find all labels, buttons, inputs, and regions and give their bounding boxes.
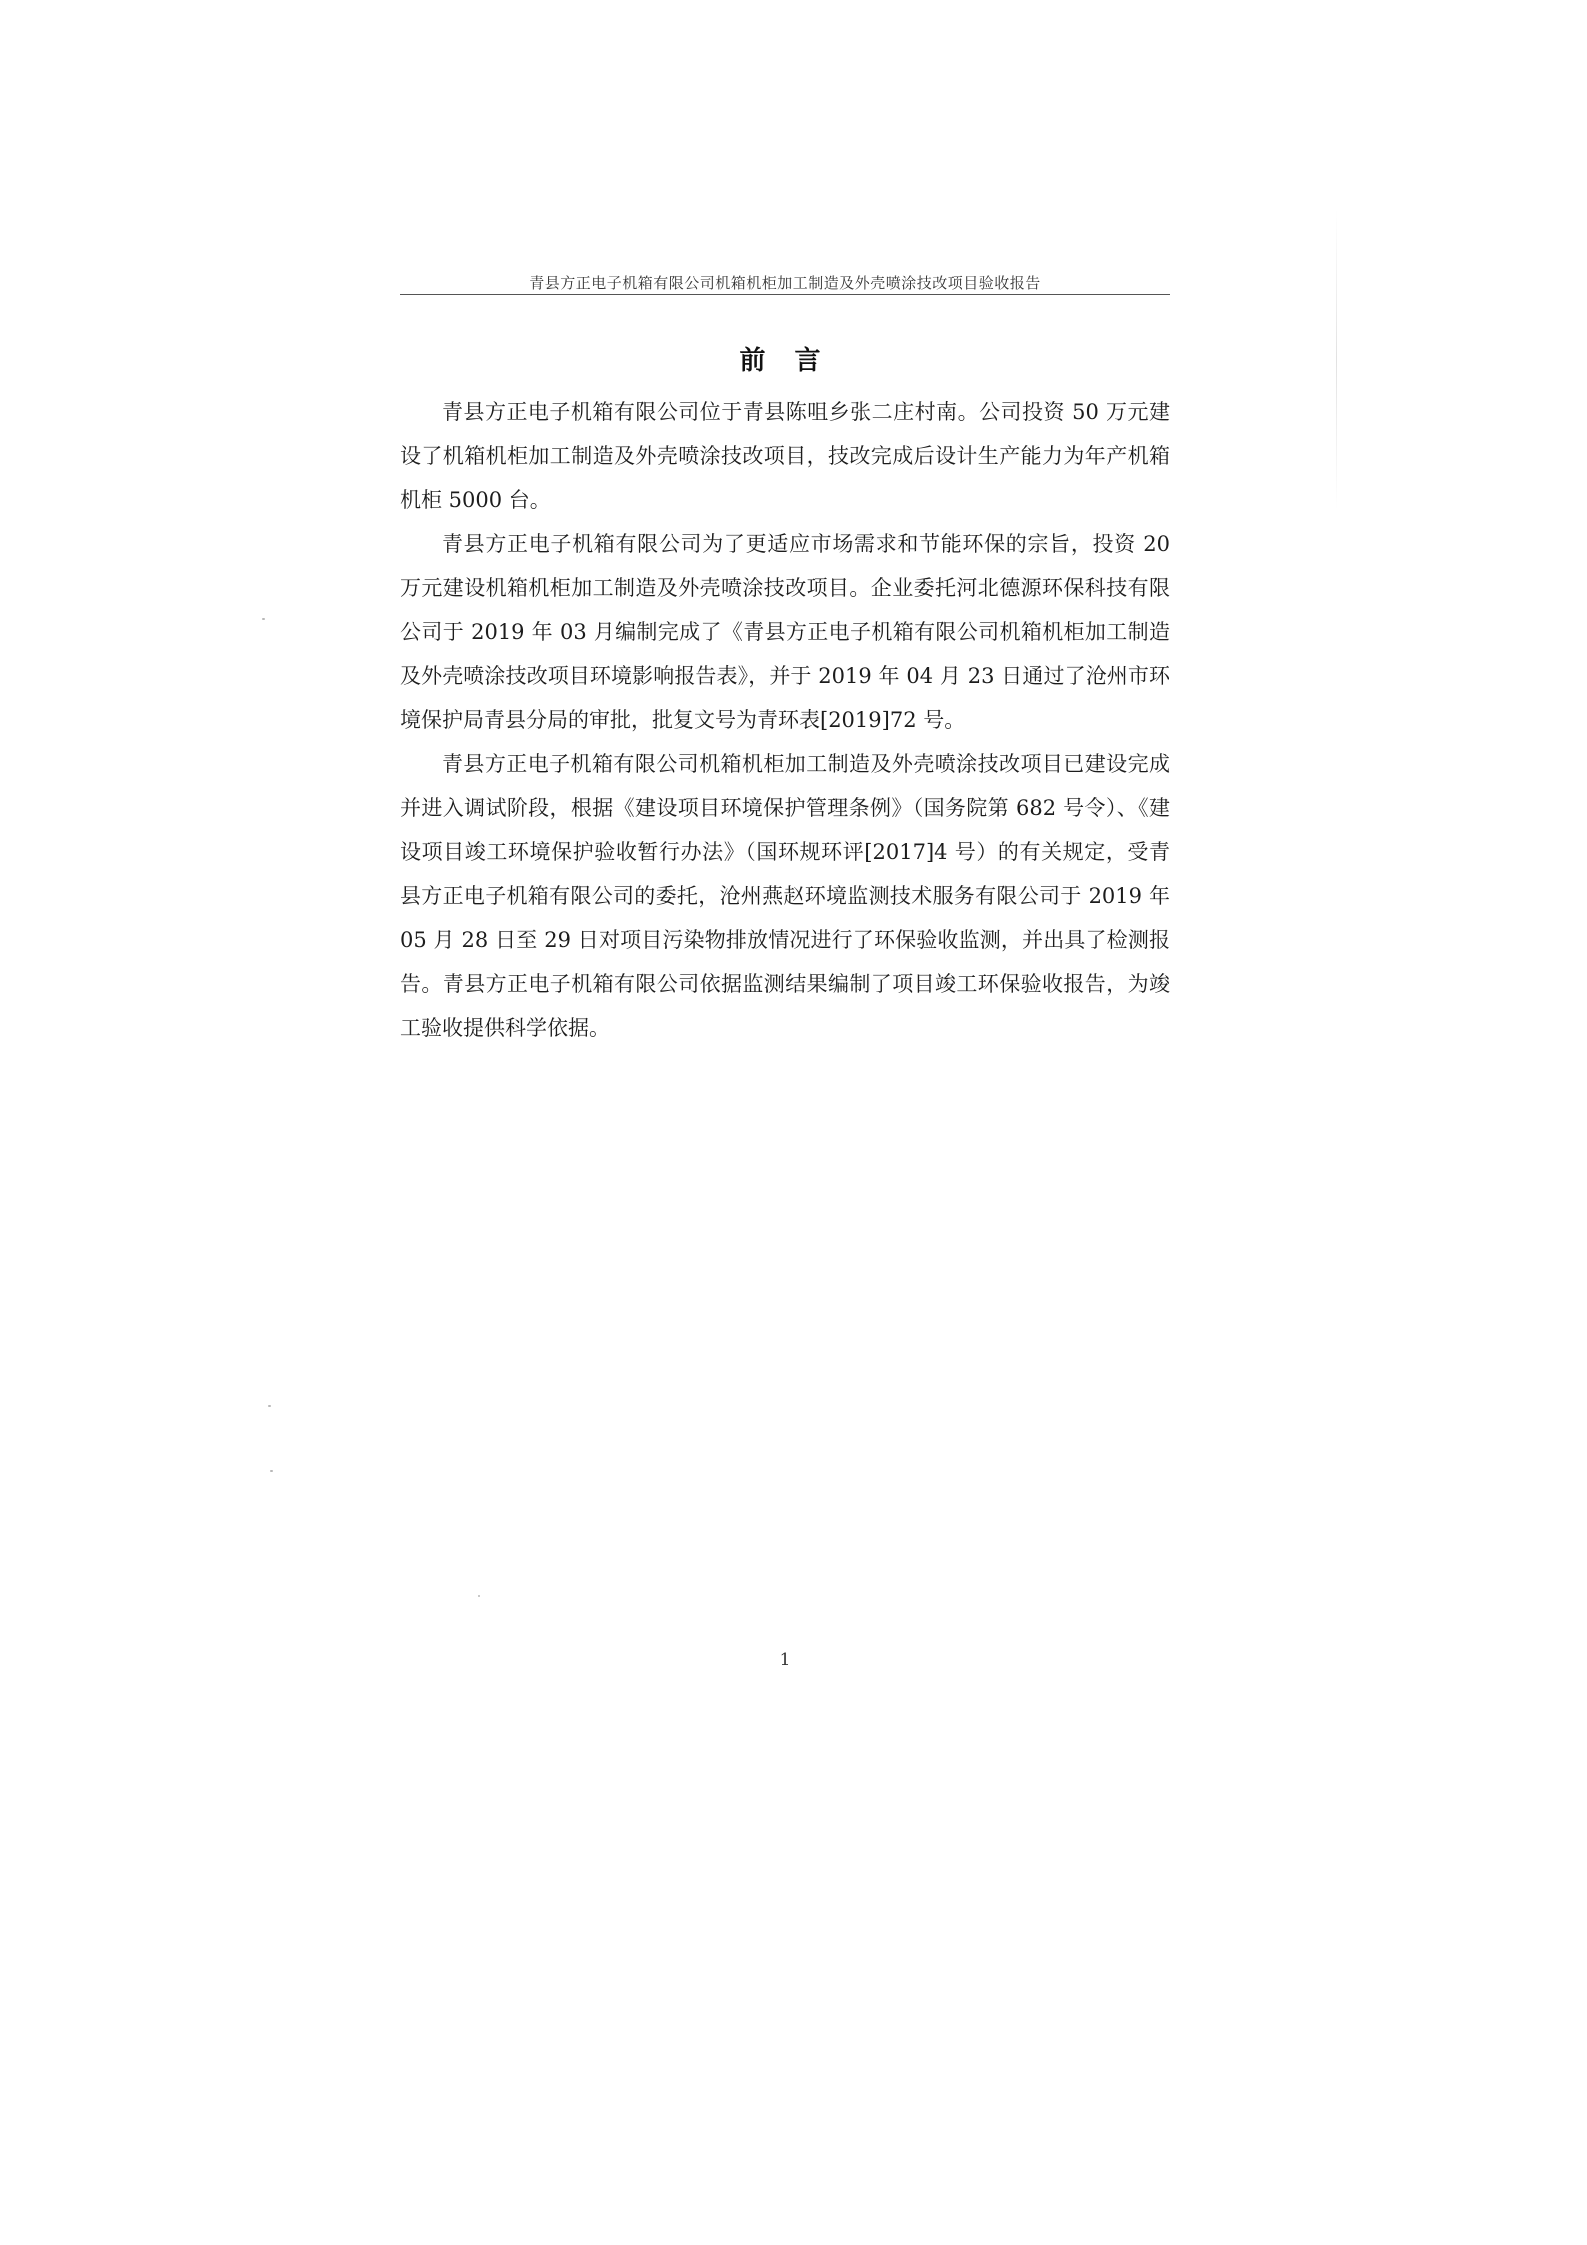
scan-speck <box>262 618 265 620</box>
running-header: 青县方正电子机箱有限公司机箱机柜加工制造及外壳喷涂技改项目验收报告 <box>529 274 1041 292</box>
scan-speck <box>268 1405 271 1407</box>
header-rule <box>400 294 1170 295</box>
scan-speck <box>478 1595 480 1597</box>
scan-speck <box>270 1470 273 1472</box>
paragraph-3: 青县方正电子机箱有限公司机箱机柜加工制造及外壳喷涂技改项目已建设完成并进入调试阶段，根据《建设项目环境保护管理条例》（国务院第 682 号令）、《建设项目竣工环境保护验收暂行办法》（国环规环评[2017]4 号）的有关规定，受青县方正电子机箱有限公司的委托，沧州燕赵环境监测技术服务有限公司于 2019 年 05 月 28 日至 29 日对项目污染物排放情况进行了环保验收监测，并出具了检测报告。青县方正电子机箱有限公司依据监测结果编制了项目竣工环保验收报告，为竣工验收提供科学依据。 <box>400 752 1170 1040</box>
paragraph-1: 青县方正电子机箱有限公司位于青县陈咀乡张二庄村南。公司投资 50 万元建设了机箱机柜加工制造及外壳喷涂技改项目，技改完成后设计生产能力为年产机箱机柜 5000 台。 <box>400 400 1170 512</box>
section-title: 前 言 <box>739 346 831 376</box>
page-number: 1 <box>779 1650 791 1670</box>
scan-edge-shadow <box>1336 210 1337 510</box>
paragraph-2: 青县方正电子机箱有限公司为了更适应市场需求和节能环保的宗旨，投资 20 万元建设机箱机柜加工制造及外壳喷涂技改项目。企业委托河北德源环保科技有限公司于 2019 年 03 月编制完成了《青县方正电子机箱有限公司机箱机柜加工制造及外壳喷涂技改项目环境影响报告表》，并于 2019 年 04 月 23 日通过了沧州市环境保护局青县分局的审批，批复文号为青环表[2019]72 号。 <box>400 532 1170 732</box>
